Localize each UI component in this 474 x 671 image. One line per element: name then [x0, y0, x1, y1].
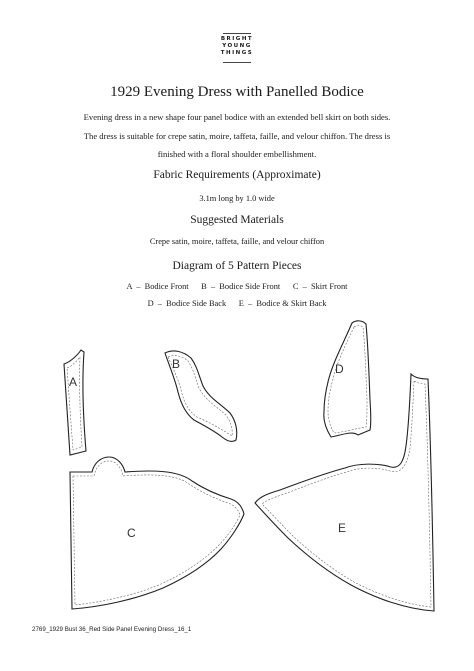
description-line: Evening dress in a new shape four panel bodice with an extended bell skirt on both sides.: [83, 112, 391, 122]
piece-label-e: E: [338, 521, 347, 535]
legend-line-2: D – Bodice Side Back E – Bodice & Skirt Back: [147, 299, 327, 308]
description-line: The dress is suitable for crepe satin, moire, taffeta, faille, and velour chiffon. The dress is: [83, 130, 391, 141]
pattern-piece-d: [324, 321, 371, 437]
legend-line-1: A – Bodice Front B – Bodice Side Front C – Skirt Front: [126, 282, 348, 291]
pattern-piece-c: [70, 457, 244, 609]
pattern-piece-a: [64, 350, 86, 455]
logo-line: BRIGHT: [220, 36, 254, 42]
piece-label-b: B: [172, 357, 181, 371]
footer-reference: 2769_1929 Bust 36_Red Side Panel Evening Dress_16_1: [32, 626, 192, 633]
piece-label-c: C: [127, 526, 136, 540]
diagram-heading: Diagram of 5 Pattern Pieces: [172, 260, 302, 272]
description-line: finished with a floral shoulder embellishment.: [157, 149, 317, 159]
page-title: 1929 Evening Dress with Panelled Bodice: [110, 84, 364, 100]
piece-label-a: A: [69, 375, 78, 389]
materials-value: Crepe satin, moire, taffeta, faille, and velour chiffon: [149, 237, 325, 246]
piece-label-d: D: [335, 362, 344, 376]
logo-line: THINGS: [220, 50, 254, 56]
materials-heading: Suggested Materials: [190, 214, 284, 226]
logo-line: YOUNG: [222, 43, 252, 49]
pattern-piece-b: [165, 351, 237, 441]
fabric-value: 3.1m long by 1.0 wide: [199, 194, 275, 203]
fabric-heading: Fabric Requirements (Approximate): [153, 169, 321, 181]
